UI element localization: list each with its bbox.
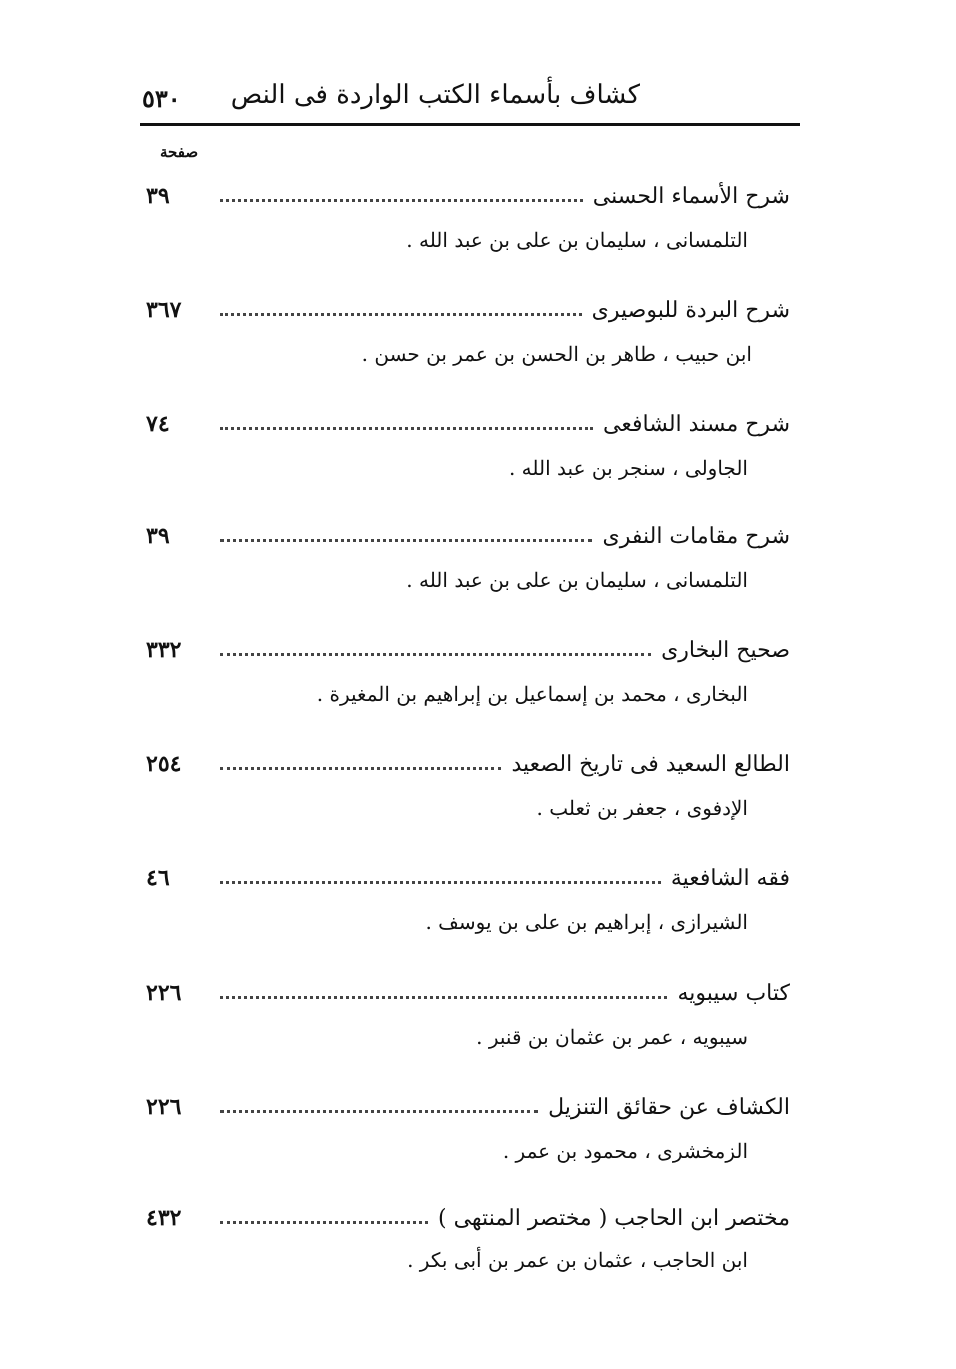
entry-page-number: ٤٦ xyxy=(146,865,170,891)
entry-title: الكشاف عن حقائق التنزيل xyxy=(548,1094,790,1120)
entry-title: فقه الشافعية xyxy=(670,865,790,891)
dot-leader xyxy=(220,313,582,316)
entry-title: شرح البردة للبوصيرى xyxy=(591,297,790,323)
entry-line xyxy=(140,292,790,328)
index-entry xyxy=(140,860,800,970)
dot-leader xyxy=(220,1221,428,1224)
entry-page-number: ٢٢٦ xyxy=(146,1094,182,1120)
entry-line xyxy=(140,746,790,782)
entry-page-number: ٢٢٦ xyxy=(146,980,182,1006)
entry-author: سيبويه ، عمر بن عثمان بن قنبر . xyxy=(476,1025,748,1049)
entry-page-number: ٤٣٢ xyxy=(146,1205,182,1231)
entry-author: الجاولى ، سنجر بن عبد الله . xyxy=(508,456,748,480)
entry-title: شرح مسند الشافعى xyxy=(603,411,790,437)
entry-title: شرح مقامات النفرى xyxy=(602,523,790,549)
dot-leader xyxy=(220,427,593,430)
dot-leader xyxy=(220,767,501,770)
dot-leader xyxy=(220,996,667,999)
dot-leader xyxy=(220,653,651,656)
index-entry xyxy=(140,406,800,516)
index-entry xyxy=(140,518,800,628)
entry-author: البخارى ، محمد بن إسماعيل بن إبراهيم بن المغيرة . xyxy=(316,682,748,706)
entry-author: الإدفوى ، جعفر بن ثعلب . xyxy=(536,796,748,820)
dot-leader xyxy=(220,881,661,884)
entry-author: الزمخشرى ، محمود بن عمر . xyxy=(502,1139,748,1163)
entry-title: مختصر ابن الحاجب ( مختصر المنتهى ) xyxy=(438,1205,790,1231)
entry-line xyxy=(140,975,790,1011)
index-entry xyxy=(140,975,800,1085)
entry-author: الشيرازى ، إبراهيم بن على بن يوسف . xyxy=(425,910,748,934)
entry-author: ابن الحاجب ، عثمان بن عمر بن أبى بكر . xyxy=(407,1248,748,1272)
running-title: كشاف بأسماء الكتب الواردة فى النص xyxy=(230,80,640,110)
dot-leader xyxy=(220,199,583,202)
entry-author: ابن حبيب ، طاهر بن الحسن بن عمر بن حسن . xyxy=(361,342,752,366)
entry-title: كتاب سيبويه xyxy=(677,980,790,1006)
entry-line xyxy=(140,632,790,668)
entry-page-number: ٣٣٢ xyxy=(146,637,182,663)
entry-author: التلمسانى ، سليمان بن على بن عبد الله . xyxy=(406,568,748,592)
entry-page-number: ٣٦٧ xyxy=(146,297,182,323)
entry-title: شرح الأسماء الحسنى xyxy=(592,183,790,209)
entry-author: التلمسانى ، سليمان بن على بن عبد الله . xyxy=(406,228,748,252)
header-rule xyxy=(140,123,800,126)
entry-page-number: ٣٩ xyxy=(146,183,170,209)
index-entry xyxy=(140,1200,800,1310)
entry-line xyxy=(140,406,790,442)
index-entry xyxy=(140,746,800,856)
index-entry xyxy=(140,178,800,288)
dot-leader xyxy=(220,539,592,542)
entry-line xyxy=(140,1089,790,1125)
index-entry xyxy=(140,292,800,402)
page-header xyxy=(140,78,800,122)
entry-line xyxy=(140,860,790,896)
entry-line xyxy=(140,178,790,214)
entry-line xyxy=(140,1200,790,1236)
entry-title: صحيح البخارى xyxy=(661,637,790,663)
entry-page-number: ٢٥٤ xyxy=(146,751,182,777)
index-entry xyxy=(140,1089,800,1199)
entry-page-number: ٧٤ xyxy=(146,411,170,437)
entry-line xyxy=(140,518,790,554)
page-number: ٥٣٠ xyxy=(142,84,181,113)
entry-title: الطالع السعيد فى تاريخ الصعيد xyxy=(511,751,790,777)
dot-leader xyxy=(220,1110,538,1113)
entry-page-number: ٣٩ xyxy=(146,523,170,549)
index-entry xyxy=(140,632,800,742)
page-column-label: صفحة xyxy=(160,143,199,161)
